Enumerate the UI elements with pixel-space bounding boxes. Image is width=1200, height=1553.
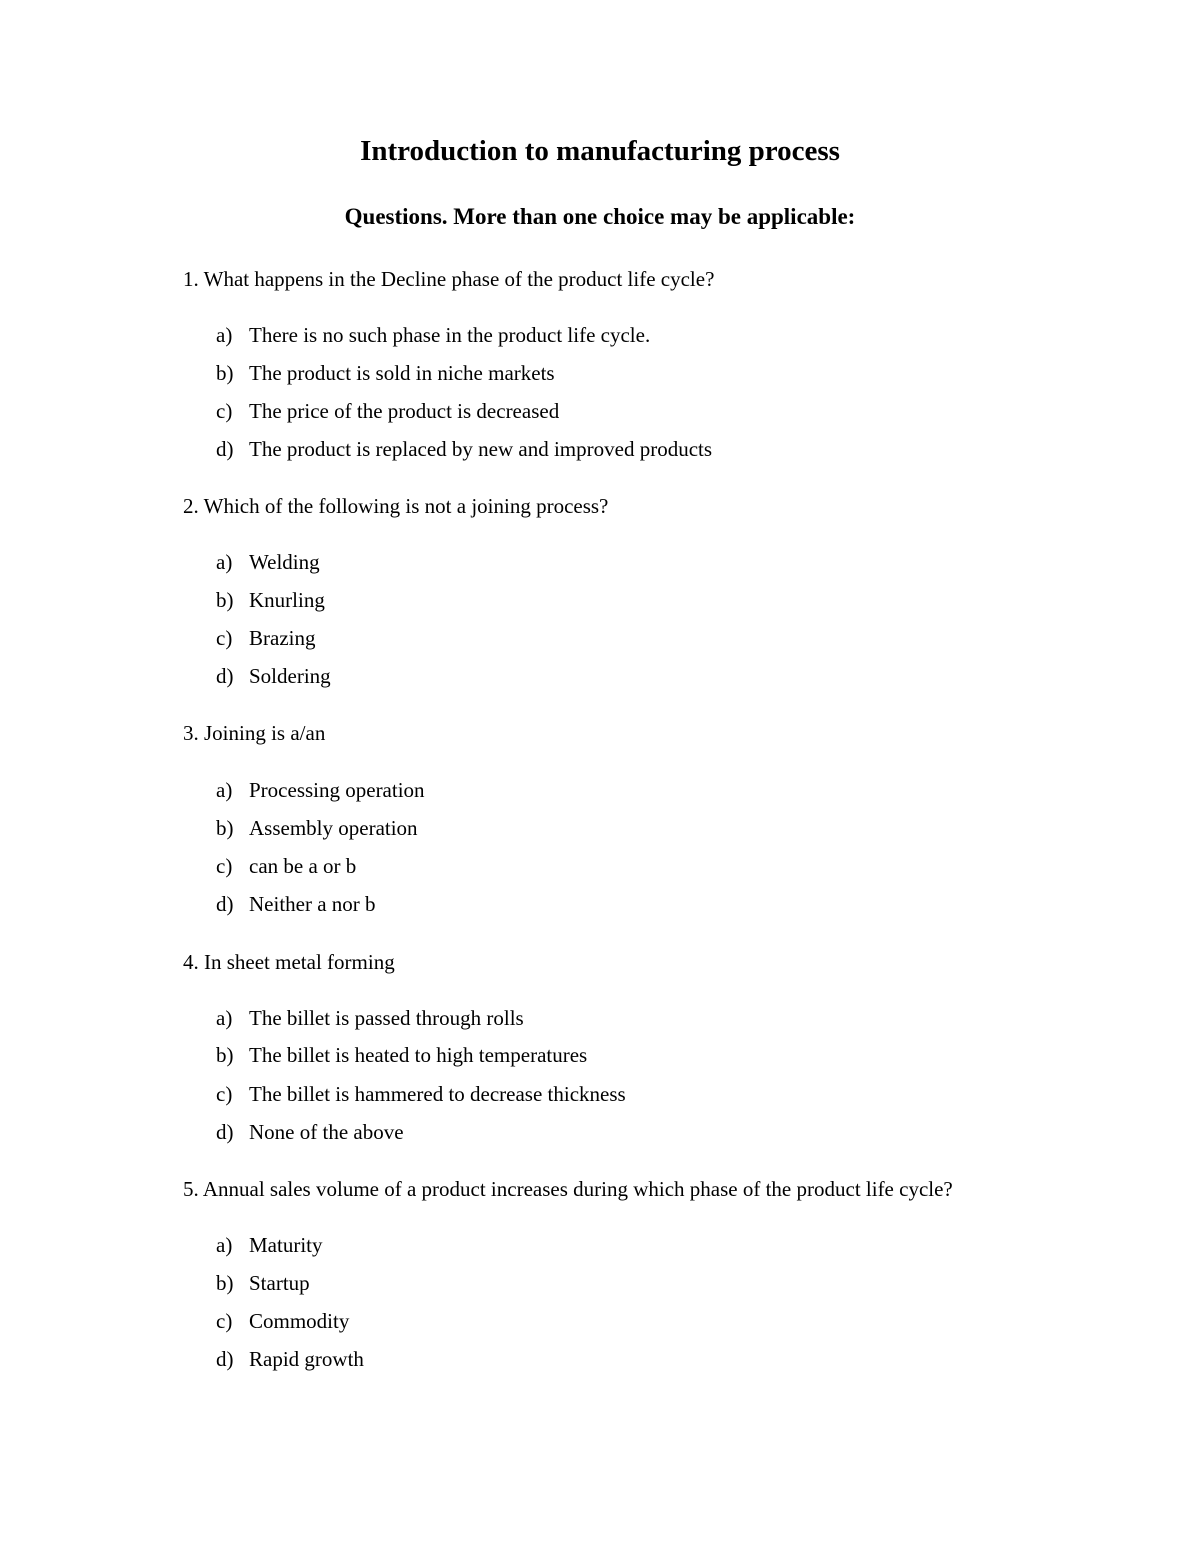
page-subtitle: Questions. More than one choice may be applicable: <box>344 204 856 229</box>
option-text: The billet is heated to high temperatures <box>249 1043 588 1067</box>
option-letter: c) <box>216 1309 233 1333</box>
question-5-option-d <box>216 1346 364 1372</box>
option-letter: b) <box>216 1043 234 1067</box>
question-2: 2. Which of the following is not a joining process? <box>183 494 609 518</box>
option-text: The product is sold in niche markets <box>249 361 555 385</box>
question-2-option-b <box>216 587 325 613</box>
option-letter: b) <box>216 1271 234 1295</box>
option-letter: a) <box>216 550 233 574</box>
option-letter: d) <box>216 892 234 916</box>
question-3: 3. Joining is a/an <box>183 721 326 745</box>
option-letter: a) <box>216 1006 233 1030</box>
question-3-option-d <box>216 891 376 917</box>
question-2-option-a <box>216 549 320 575</box>
option-letter: a) <box>216 323 233 347</box>
option-letter: c) <box>216 399 233 423</box>
option-letter: c) <box>216 1082 233 1106</box>
option-letter: c) <box>216 626 233 650</box>
option-text: Assembly operation <box>249 816 418 840</box>
question-4-option-c <box>216 1081 626 1107</box>
option-text: Processing operation <box>249 778 425 802</box>
question-3-option-c <box>216 853 356 879</box>
option-text: Soldering <box>249 664 331 688</box>
question-2-option-c <box>216 625 315 651</box>
page-title: Introduction to manufacturing process <box>360 135 840 167</box>
question-1: 1. What happens in the Decline phase of the product life cycle? <box>183 267 715 291</box>
option-letter: b) <box>216 361 234 385</box>
option-text: Maturity <box>249 1233 323 1257</box>
question-4-option-a <box>216 1005 524 1031</box>
question-5-option-c <box>216 1308 349 1334</box>
option-text: Neither a nor b <box>249 892 376 916</box>
question-1-option-d <box>216 436 712 462</box>
option-text: Commodity <box>249 1309 350 1333</box>
question-4: 4. In sheet metal forming <box>183 950 395 974</box>
option-text: The price of the product is decreased <box>249 399 560 423</box>
option-text: The billet is hammered to decrease thickness <box>249 1082 626 1106</box>
option-letter: d) <box>216 664 234 688</box>
question-3-option-a <box>216 777 425 803</box>
option-text: can be a or b <box>249 854 357 878</box>
option-letter: d) <box>216 1347 234 1371</box>
option-text: None of the above <box>249 1120 404 1144</box>
question-2-option-d <box>216 663 331 689</box>
option-letter: c) <box>216 854 233 878</box>
option-text: Brazing <box>249 626 316 650</box>
option-letter: b) <box>216 588 234 612</box>
option-text: The product is replaced by new and improved products <box>249 437 713 461</box>
option-letter: d) <box>216 437 234 461</box>
question-3-option-b <box>216 815 418 841</box>
question-5-option-b <box>216 1270 310 1296</box>
option-letter: a) <box>216 778 233 802</box>
question-1-option-a <box>216 322 650 348</box>
option-letter: d) <box>216 1120 234 1144</box>
option-letter: a) <box>216 1233 233 1257</box>
option-letter: b) <box>216 816 234 840</box>
option-text: Welding <box>249 550 320 574</box>
option-text: Startup <box>249 1271 310 1295</box>
question-4-option-b <box>216 1042 587 1068</box>
option-text: There is no such phase in the product life cycle. <box>249 323 651 347</box>
option-text: Knurling <box>249 588 325 612</box>
question-5: 5. Annual sales volume of a product increases during which phase of the product life cycle? <box>183 1177 953 1201</box>
option-text: Rapid growth <box>249 1347 364 1371</box>
question-1-option-b <box>216 360 555 386</box>
question-5-option-a <box>216 1232 323 1258</box>
question-1-option-c <box>216 398 559 424</box>
option-text: The billet is passed through rolls <box>249 1006 524 1030</box>
question-4-option-d <box>216 1119 404 1145</box>
